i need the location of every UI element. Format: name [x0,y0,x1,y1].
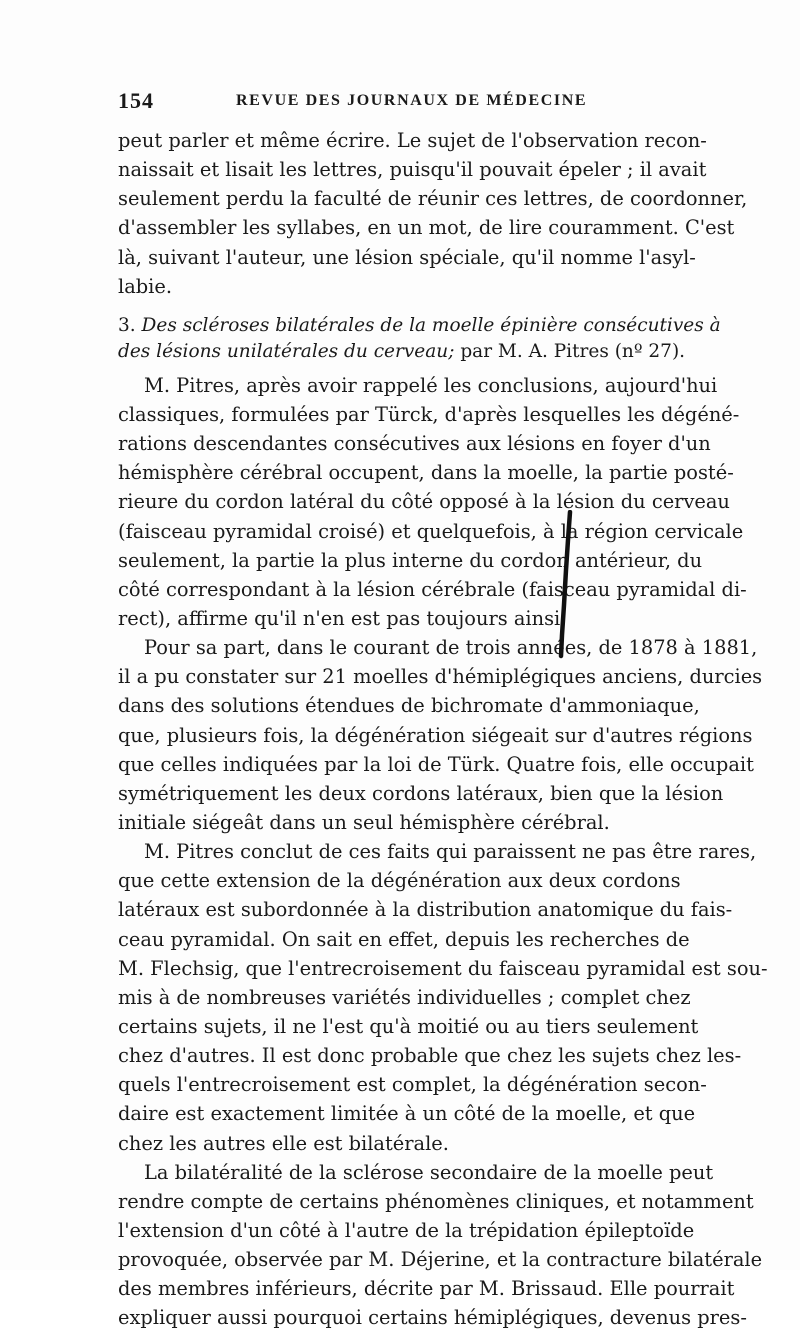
text-line: seulement, la partie la plus interne du cordon antérieur, du [118,548,703,572]
text-line: labie. [118,274,173,298]
text-line: naissait et lisait les lettres, puisqu'il pouvait épeler ; il avait [118,158,707,182]
text-line: là, suivant l'auteur, une lésion spéciale, qu'il nomme l'asyl- [118,245,696,269]
text-line: quels l'entrecroisement est complet, la dégénération secon- [118,1073,707,1097]
text-line: dans des solutions étendues de bichromate d'ammoniaque, [118,694,700,718]
text-line: que cette extension de la dégénération aux deux cordons [118,869,681,893]
section-author: par M. A. Pitres (nº 27). [454,340,686,362]
text-line: rect), affirme qu'il n'en est pas toujours ainsi. [118,606,567,630]
paragraph-4 [118,837,768,1158]
text-line: que celles indiquées par la loi de Türk. Quatre fois, elle occupait [118,752,754,776]
text-line: il a pu constater sur 21 moelles d'hémiplégiques anciens, durcies [118,665,763,689]
text-line: daire est exactement limitée à un côté de la moelle, et que [118,1102,696,1126]
text-line: côté correspondant à la lésion cérébrale (faisceau pyramidal di- [118,577,747,601]
text-line: l'extension d'un côté à l'autre de la trépidation épileptoïde [118,1218,695,1242]
paragraph-2 [118,371,747,633]
section-title-italic-2: des lésions unilatérales du cerveau; [118,340,455,362]
text-line: chez les autres elle est bilatérale. [118,1131,449,1155]
section-number: 3. [118,314,136,336]
text-line: rendre compte de certains phénomènes cliniques, et notamment [118,1189,754,1213]
text-line: Pour sa part, dans le courant de trois années, de 1878 à 1881, [144,636,758,660]
text-line: que, plusieurs fois, la dégénération siégeait sur d'autres régions [118,723,753,747]
text-line: classiques, formulées par Türck, d'après lesquelles les dégéné- [118,402,740,426]
page-number: 154 [118,88,154,113]
running-head: REVUE DES JOURNAUX DE MÉDECINE [236,92,588,109]
text-line: certains sujets, il ne l'est qu'à moitié ou au tiers seulement [118,1014,699,1038]
section-title-line-2 [118,339,686,365]
text-line: chez d'autres. Il est donc probable que chez les sujets chez les- [118,1044,742,1068]
text-line: initiale siégeât dans un seul hémisphère cérébral. [118,810,610,834]
paragraph-3 [118,633,763,837]
section-title-italic-1: Des scléroses bilatérales de la moelle épinière consécutives à [141,314,721,336]
text-line: d'assembler les syllabes, en un mot, de lire couramment. C'est [118,216,735,240]
text-line: rieure du cordon latéral du côté opposé à la lésion du cerveau [118,490,730,514]
body-text [118,126,768,1332]
text-line: symétriquement les deux cordons latéraux, bien que la lésion [118,781,724,805]
text-line: peut parler et même écrire. Le sujet de l'observation recon- [118,129,707,152]
text-line: M. Pitres, après avoir rappelé les conclusions, aujourd'hui [144,373,718,397]
paragraph-1 [118,126,748,301]
text-line: hémisphère cérébral occupent, dans la moelle, la partie posté- [118,461,734,485]
text-line: M. Pitres conclut de ces faits qui paraissent ne pas être rares, [144,840,757,864]
text-line: latéraux est subordonnée à la distribution anatomique du fais- [118,898,733,922]
text-line: provoquée, observée par M. Déjerine, et la contracture bilatérale [118,1248,763,1272]
section-title-line-1 [118,313,721,339]
text-line: seulement perdu la faculté de réunir ces lettres, de coordonner, [118,187,748,211]
paragraph-5 [118,1158,763,1333]
text-line: La bilatéralité de la sclérose secondaire de la moelle peut [144,1160,714,1184]
text-line: (faisceau pyramidal croisé) et quelquefois, à la région cervicale [118,519,744,543]
text-line: mis à de nombreuses variétés individuelles ; complet chez [118,985,691,1009]
text-line: M. Flechsig, que l'entrecroisement du faisceau pyramidal est sou- [118,956,768,980]
section-heading [118,313,721,365]
page-header [118,88,678,118]
pencil-mark [558,510,574,660]
text-line: rations descendantes consécutives aux lésions en foyer d'un [118,432,711,456]
text-line: ceau pyramidal. On sait en effet, depuis les recherches de [118,927,690,951]
text-line: des membres inférieurs, décrite par M. Brissaud. Elle pourrait [118,1277,735,1301]
text-line: expliquer aussi pourquoi certains hémiplégiques, devenus pres- [118,1306,747,1330]
